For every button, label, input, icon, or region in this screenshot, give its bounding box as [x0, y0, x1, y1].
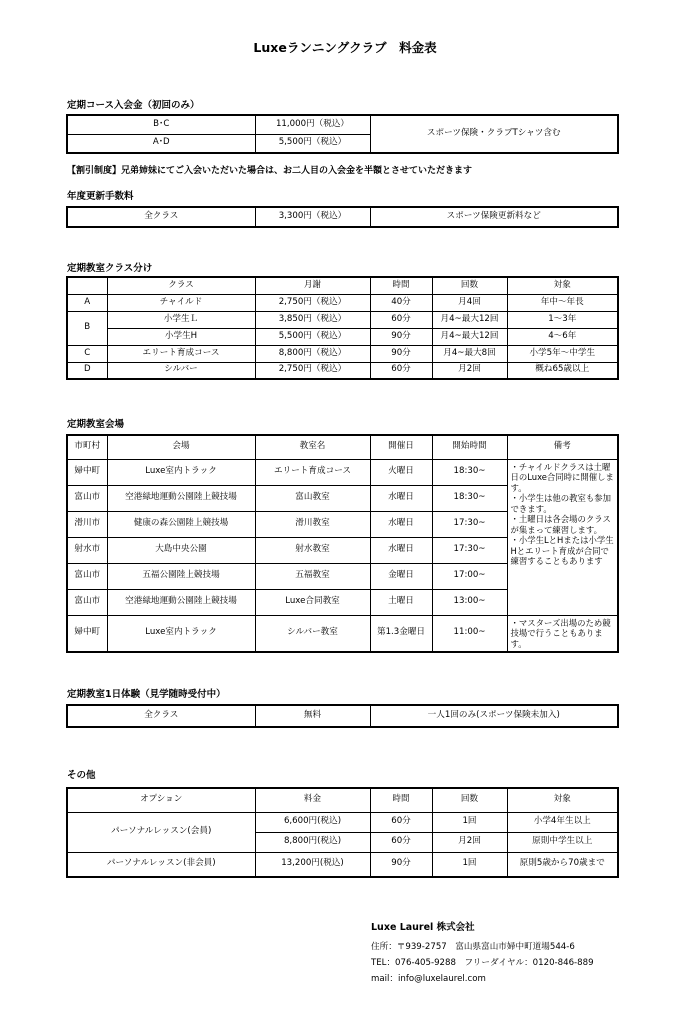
company-email: mail：info@luxelaurel.com [371, 974, 486, 984]
option-nonmember-label: パーソナルレッスン(非会員) [67, 852, 255, 877]
col-header: 回数 [432, 788, 507, 812]
col-header: 時間 [370, 788, 432, 812]
venue-remark-1: ・チャイルドクラスは土曜日のLuxe合同時に開催します。 ・小学生は他の教室も参加できます。 ・土曜日は各会場のクラスが集まって練習します。 ・小学生LとHまたは小学生Hとエリート育成が合同で練習することもあります [507, 459, 618, 615]
venues-table [66, 434, 619, 653]
venue-start: 17:30~ [432, 511, 507, 537]
option-target: 原則5歳から70歳まで [507, 852, 618, 877]
table-row [67, 705, 618, 727]
venue-city: 富山市 [67, 589, 107, 615]
venue-start: 13:00~ [432, 589, 507, 615]
class-count: 月4~最大12回 [432, 328, 507, 345]
trial-note: 一人1回のみ(スポーツ保険未加入) [370, 705, 618, 727]
trial-price: 無料 [255, 705, 370, 727]
renewal-note: スポーツ保険更新料など [370, 207, 618, 227]
venue-remark-2: ・マスターズ出場のため競技場で行うこともあります。 [507, 615, 618, 652]
table-row [67, 459, 618, 485]
table-row [67, 294, 618, 311]
col-header: クラス [107, 277, 255, 294]
class-fee: 5,500円（税込） [255, 328, 370, 345]
trial-heading: 定期教室1日体験（見学随時受付中） [67, 689, 226, 700]
company-phone: TEL：076-405-9288 フリーダイヤル：0120-846-889 [371, 958, 594, 968]
venue-room: シルバー教室 [255, 615, 370, 652]
class-name: エリート育成コース [107, 345, 255, 362]
classes-heading: 定期教室クラス分け [67, 263, 153, 274]
other-table [66, 787, 619, 878]
venue-room: エリート育成コース [255, 459, 370, 485]
admission-class-bc: B･C [67, 115, 255, 134]
option-time: 60分 [370, 812, 432, 832]
admission-price-ad: 5,500円（税込） [255, 134, 370, 153]
col-header: 開始時間 [432, 435, 507, 459]
class-target: 1～3年 [507, 311, 618, 328]
table-row [67, 207, 618, 227]
venue-day: 土曜日 [370, 589, 432, 615]
table-row [67, 812, 618, 832]
venue-name: 大島中央公園 [107, 537, 255, 563]
venue-city: 射水市 [67, 537, 107, 563]
venue-start: 17:30~ [432, 537, 507, 563]
table-header-row [67, 277, 618, 294]
class-time: 60分 [370, 311, 432, 328]
option-price: 6,600円(税込) [255, 812, 370, 832]
table-header-row [67, 788, 618, 812]
col-header: 時間 [370, 277, 432, 294]
class-count: 月4~最大8回 [432, 345, 507, 362]
venue-start: 18:30~ [432, 459, 507, 485]
renewal-heading: 年度更新手数料 [67, 191, 134, 202]
col-header: 開催日 [370, 435, 432, 459]
table-row [67, 852, 618, 877]
table-row [67, 328, 618, 345]
class-target: 概ね65歳以上 [507, 362, 618, 379]
col-header: 料金 [255, 788, 370, 812]
class-fee: 8,800円（税込） [255, 345, 370, 362]
admission-note: スポーツ保険・クラブTシャツ含む [370, 115, 618, 153]
venue-room: 五福教室 [255, 563, 370, 589]
venues-heading: 定期教室会場 [67, 419, 125, 430]
table-row [67, 115, 618, 134]
col-header: オプション [67, 788, 255, 812]
option-time: 60分 [370, 832, 432, 852]
class-fee: 2,750円（税込） [255, 294, 370, 311]
class-target: 4～6年 [507, 328, 618, 345]
other-heading: その他 [67, 770, 96, 781]
col-header: 月謝 [255, 277, 370, 294]
classes-table [66, 276, 619, 380]
class-target: 年中～年長 [507, 294, 618, 311]
admission-price-bc: 11,000円（税込） [255, 115, 370, 134]
class-target: 小学5年～中学生 [507, 345, 618, 362]
venue-room: 射水教室 [255, 537, 370, 563]
venue-room: 富山教室 [255, 485, 370, 511]
venue-day: 水曜日 [370, 485, 432, 511]
venue-name: 五福公園陸上競技場 [107, 563, 255, 589]
company-address: 住所：〒939-2757 富山県富山市婦中町道場544-6 [371, 942, 575, 952]
renewal-table [66, 206, 619, 228]
col-header: 対象 [507, 788, 618, 812]
class-name: シルバー [107, 362, 255, 379]
company-name: Luxe Laurel 株式会社 [371, 922, 475, 933]
class-name: チャイルド [107, 294, 255, 311]
venue-start: 11:00~ [432, 615, 507, 652]
venue-name: 空港緑地運動公園陸上競技場 [107, 485, 255, 511]
class-fee: 2,750円（税込） [255, 362, 370, 379]
class-count: 月4回 [432, 294, 507, 311]
venue-name: 空港緑地運動公園陸上競技場 [107, 589, 255, 615]
table-row [67, 362, 618, 379]
option-target: 原則中学生以上 [507, 832, 618, 852]
venue-room: 滑川教室 [255, 511, 370, 537]
option-time: 90分 [370, 852, 432, 877]
option-price: 8,800円(税込) [255, 832, 370, 852]
venue-name: 健康の森公園陸上競技場 [107, 511, 255, 537]
venue-room: Luxe合同教室 [255, 589, 370, 615]
option-target: 小学4年生以上 [507, 812, 618, 832]
col-header: 教室名 [255, 435, 370, 459]
page-title: Luxeランニングクラブ 料金表 [253, 40, 437, 55]
venue-city: 富山市 [67, 485, 107, 511]
class-count: 月4~最大12回 [432, 311, 507, 328]
class-fee: 3,850円（税込） [255, 311, 370, 328]
class-name: 小学生Ｌ [107, 311, 255, 328]
option-count: 1回 [432, 812, 507, 832]
venue-day: 火曜日 [370, 459, 432, 485]
class-code: B [67, 311, 107, 345]
col-header: 会場 [107, 435, 255, 459]
venue-city: 婦中町 [67, 459, 107, 485]
venue-day: 金曜日 [370, 563, 432, 589]
venue-start: 18:30~ [432, 485, 507, 511]
venue-start: 17:00~ [432, 563, 507, 589]
option-price: 13,200円(税込) [255, 852, 370, 877]
class-time: 60分 [370, 362, 432, 379]
trial-table [66, 704, 619, 728]
table-row [67, 615, 618, 652]
venue-city: 婦中町 [67, 615, 107, 652]
class-count: 月2回 [432, 362, 507, 379]
table-row [67, 311, 618, 328]
class-code: C [67, 345, 107, 362]
col-header [67, 277, 107, 294]
venue-city: 富山市 [67, 563, 107, 589]
venue-day: 水曜日 [370, 511, 432, 537]
col-header: 対象 [507, 277, 618, 294]
venue-city: 滑川市 [67, 511, 107, 537]
class-time: 90分 [370, 328, 432, 345]
renewal-price: 3,300円（税込） [255, 207, 370, 227]
class-name: 小学生H [107, 328, 255, 345]
option-count: 月2回 [432, 832, 507, 852]
venue-name: Luxe室内トラック [107, 615, 255, 652]
venue-day: 水曜日 [370, 537, 432, 563]
col-header: 備考 [507, 435, 618, 459]
class-code: A [67, 294, 107, 311]
renewal-class: 全クラス [67, 207, 255, 227]
admission-heading: 定期コース入会金（初回のみ） [67, 100, 200, 111]
venue-day: 第1.3金曜日 [370, 615, 432, 652]
table-header-row [67, 435, 618, 459]
trial-class: 全クラス [67, 705, 255, 727]
table-row [67, 345, 618, 362]
option-member-label: パーソナルレッスン(会員) [67, 812, 255, 852]
admission-table [66, 114, 619, 154]
col-header: 市町村 [67, 435, 107, 459]
class-code: D [67, 362, 107, 379]
admission-class-ad: A･D [67, 134, 255, 153]
venue-name: Luxe室内トラック [107, 459, 255, 485]
col-header: 回数 [432, 277, 507, 294]
option-count: 1回 [432, 852, 507, 877]
discount-note: 【割引制度】兄弟姉妹にてご入会いただいた場合は、お二人目の入会金を半額とさせていただきます [67, 166, 473, 176]
class-time: 40分 [370, 294, 432, 311]
class-time: 90分 [370, 345, 432, 362]
